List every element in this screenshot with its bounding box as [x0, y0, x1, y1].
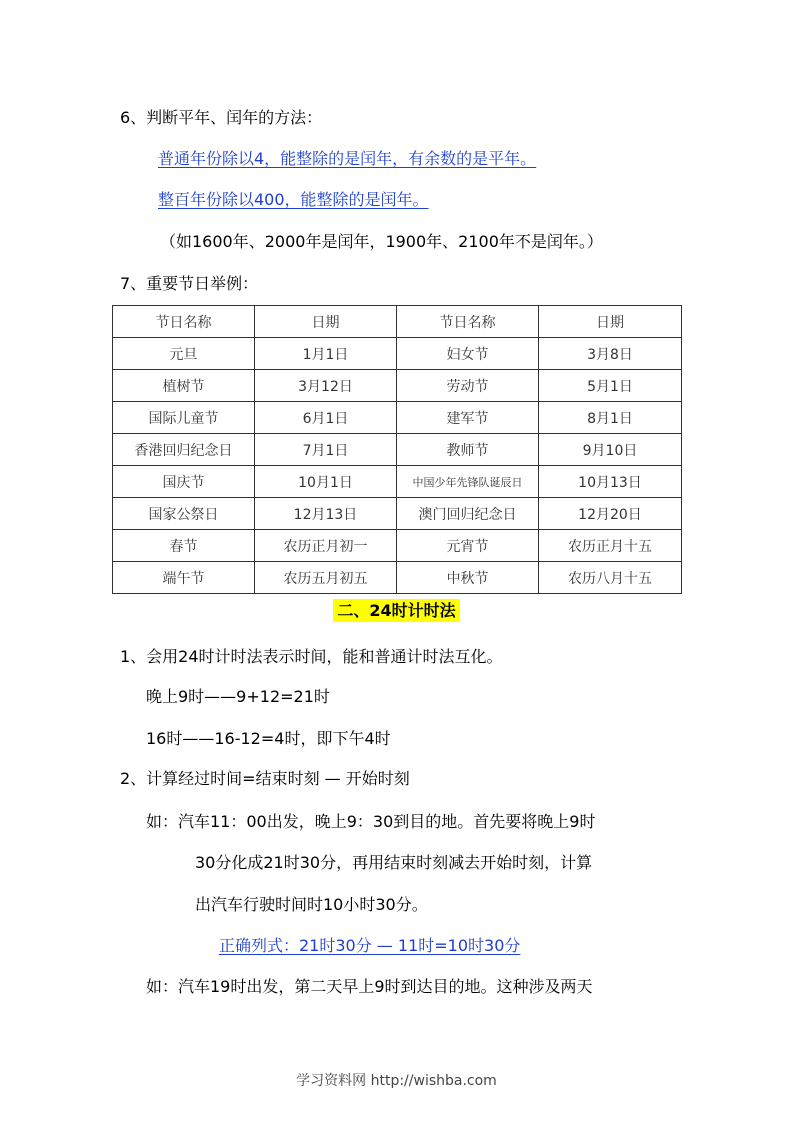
festival-name-cell: 澳门回归纪念日 — [397, 498, 539, 530]
festival-date-cell: 1月1日 — [255, 338, 397, 370]
festival-name-cell: 春节 — [113, 530, 255, 562]
header-cell: 日期 — [255, 306, 397, 338]
festival-date-cell: 7月1日 — [255, 434, 397, 466]
festival-table — [112, 305, 682, 594]
festival-name-cell: 中国少年先锋队诞辰日 — [397, 466, 539, 498]
table-row — [113, 530, 682, 562]
festival-date-cell: 农历五月初五 — [255, 562, 397, 594]
p2-example-line-2: 30分化成21时30分，再用结束时刻减去开始时刻，计算 — [195, 853, 593, 872]
page-footer: 学习资料网 http://wishba.com — [296, 1073, 497, 1089]
festival-date-cell: 3月8日 — [539, 338, 682, 370]
festival-name-cell: 元宵节 — [397, 530, 539, 562]
p1-example-2: 16时——16-12=4时，即下午4时 — [146, 729, 391, 748]
leap-year-heading: 6、判断平年、闰年的方法： — [120, 108, 323, 127]
table-row — [113, 434, 682, 466]
leap-rule-2: 整百年份除以400，能整除的是闰年。 — [158, 190, 429, 209]
table-row — [113, 338, 682, 370]
leap-example: （如1600年、2000年是闰年，1900年、2100年不是闰年。） — [160, 232, 603, 251]
festival-date-cell: 10月13日 — [539, 466, 682, 498]
table-row — [113, 370, 682, 402]
festival-name-cell: 建军节 — [397, 402, 539, 434]
festival-name-cell: 国际儿童节 — [113, 402, 255, 434]
festival-date-cell: 3月12日 — [255, 370, 397, 402]
festival-name-cell: 元旦 — [113, 338, 255, 370]
festival-heading: 7、重要节日举例： — [120, 274, 259, 293]
festival-date-cell: 8月1日 — [539, 402, 682, 434]
table-row — [113, 402, 682, 434]
leap-rule-1: 普通年份除以4，能整除的是闰年，有余数的是平年。 — [158, 149, 537, 168]
festival-date-cell: 6月1日 — [255, 402, 397, 434]
p2-example2-line-1: 如：汽车19时出发，第二天早上9时到达目的地。这种涉及两天 — [146, 977, 593, 996]
festival-date-cell: 12月20日 — [539, 498, 682, 530]
table-row — [113, 562, 682, 594]
festival-date-cell: 农历正月初一 — [255, 530, 397, 562]
festival-name-cell: 香港回归纪念日 — [113, 434, 255, 466]
p1-heading: 1、会用24时计时法表示时间，能和普通计时法互化。 — [120, 647, 503, 666]
table-row — [113, 498, 682, 530]
festival-date-cell: 5月1日 — [539, 370, 682, 402]
festival-name-cell: 国家公祭日 — [113, 498, 255, 530]
p2-example-line-1: 如：汽车11：00出发，晚上9：30到目的地。首先要将晚上9时 — [146, 812, 596, 831]
festival-date-cell: 12月13日 — [255, 498, 397, 530]
p2-formula: 正确列式：21时30分 — 11时=10时30分 — [219, 936, 521, 955]
header-cell: 节日名称 — [113, 306, 255, 338]
festival-name-cell: 中秋节 — [397, 562, 539, 594]
festival-name-cell: 劳动节 — [397, 370, 539, 402]
table-header-row — [113, 306, 682, 338]
section-title: 二、24时计时法 — [333, 599, 459, 622]
p1-example-1: 晚上9时——9+12=21时 — [146, 687, 330, 706]
festival-name-cell: 妇女节 — [397, 338, 539, 370]
p2-example-line-3: 出汽车行驶时间时10小时30分。 — [195, 895, 428, 914]
festival-date-cell: 农历八月十五 — [539, 562, 682, 594]
festival-date-cell: 10月1日 — [255, 466, 397, 498]
p2-heading: 2、计算经过时间=结束时刻 — 开始时刻 — [120, 769, 410, 788]
festival-date-cell: 农历正月十五 — [539, 530, 682, 562]
festival-name-cell: 植树节 — [113, 370, 255, 402]
section-title-wrap — [0, 600, 793, 622]
festival-date-cell: 9月10日 — [539, 434, 682, 466]
header-cell: 日期 — [539, 306, 682, 338]
header-cell: 节日名称 — [397, 306, 539, 338]
table-row — [113, 466, 682, 498]
festival-name-cell: 端午节 — [113, 562, 255, 594]
festival-name-cell: 教师节 — [397, 434, 539, 466]
festival-name-cell: 国庆节 — [113, 466, 255, 498]
